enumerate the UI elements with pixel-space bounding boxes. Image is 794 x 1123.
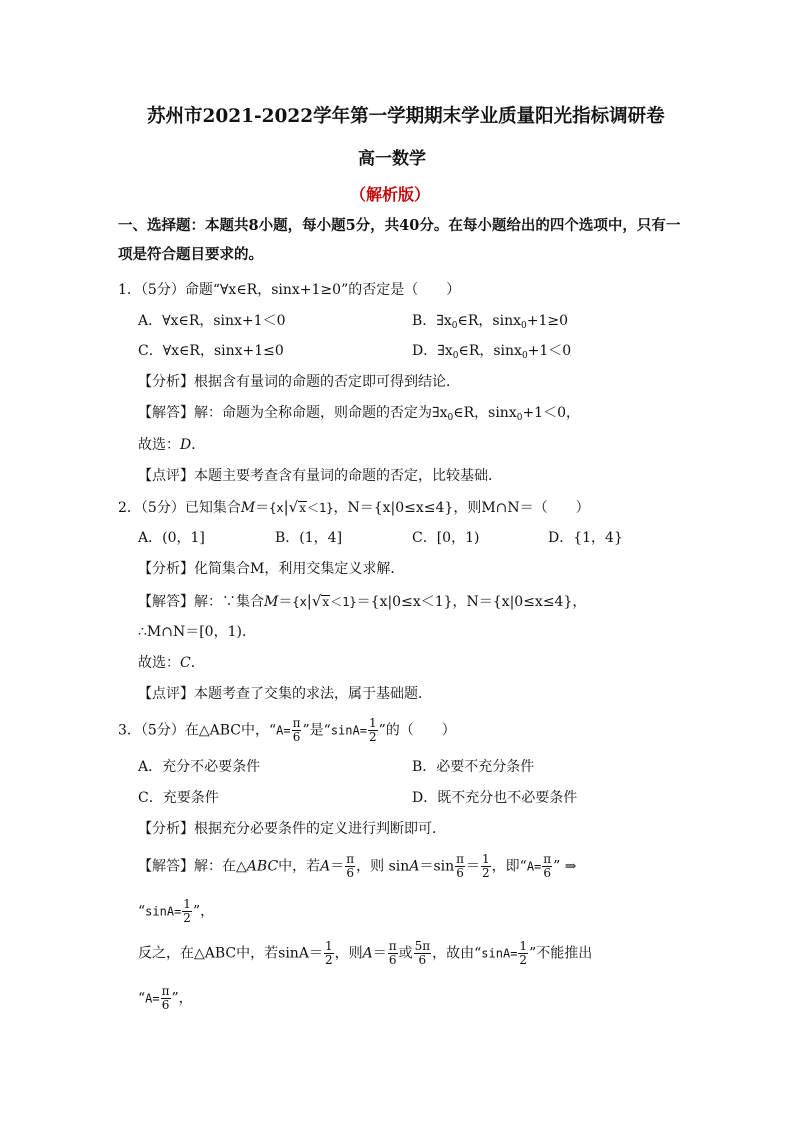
q3-solution-line3: 反之，在△ABC中，若sinA＝ $\frac{1}{2}$ ，则A＝ $\frac{\pi}{6}$ 或 $\frac{5\pi}{6}$ ，故由“sinA= $\frac{1}{2}$ ”不能推出 — [138, 939, 593, 967]
q2-analysis: 【分析】化简集合M，利用交集定义求解． — [138, 561, 405, 577]
q2-solution: 【解答】解：∵集合M＝{x|√x＜1}＝{x|0≤x＜1}，N＝{x|0≤x≤4}， — [138, 592, 587, 610]
page-subtitle: 高一数学 — [358, 149, 426, 169]
q1-solution: 【解答】解：命题为全称命题，则命题的否定为$\exists x_0\in R$，sinx$_0$+1＜0， — [138, 405, 580, 423]
q1-option-b: B．$\exists x_0\in R$，sinx$_0$+1≥0 — [412, 313, 569, 331]
q2-solution-line2: ∴M∩N＝[0，1)． — [138, 624, 256, 640]
q1-analysis: 【分析】根据含有量词的命题的否定即可得到结论． — [138, 374, 460, 390]
q3-option-d: D．既不充分也不必要条件 — [412, 790, 578, 806]
q3-analysis: 【分析】根据充分必要条件的定义进行判断即可． — [138, 821, 446, 837]
section-heading-line2: 项是符合题目要求的。 — [118, 246, 263, 263]
q3-option-c: C．充要条件 — [138, 790, 219, 806]
q2-option-a: A．(0，1] — [138, 530, 205, 546]
q1-stem: 1．（5分）命题“∀x∈R，sinx+1≥0”的否定是（ ） — [118, 282, 461, 298]
section-heading-line1: 一、选择题：本题共8小题，每小题5分，共40分。在每小题给出的四个选项中，只有一 — [118, 217, 681, 234]
q2-option-d: D．{1，4} — [548, 530, 623, 546]
q3-option-b: B．必要不充分条件 — [412, 759, 535, 775]
q1-option-a: A．∀x∈R，sinx+1＜0 — [138, 313, 286, 329]
page-title: 苏州市2021-2022学年第一学期期末学业质量阳光指标调研卷 — [147, 106, 665, 127]
q2-stem: 2．（5分）已知集合M＝{x|√x＜1}，N＝{x|0≤x≤4}，则M∩N＝（ ） — [118, 498, 590, 516]
q1-comment: 【点评】本题主要考查含有量词的命题的否定，比较基础． — [138, 468, 502, 484]
q2-option-b: B．(1，4] — [275, 530, 343, 546]
q1-choice: 故选：D． — [138, 437, 206, 453]
q2-choice: 故选：C． — [138, 655, 205, 671]
q2-comment: 【点评】本题考查了交集的求法，属于基础题． — [138, 686, 432, 702]
q3-stem: 3．（5分）在△ABC中，“A= $\frac{\pi}{6}$ ”是“sinA= $\frac{1}{2}$ ”的（ ） — [118, 716, 456, 744]
q1-option-c: C．∀x∈R，sinx+1≤0 — [138, 343, 284, 359]
q3-solution-line4: “A= $\frac{\pi}{6}$ ”， — [138, 984, 193, 1012]
q3-solution-line2: “sinA= $\frac{1}{2}$ ”， — [138, 897, 215, 925]
q3-solution: 【解答】解：在△ABC中，若A＝ $\frac{\pi}{6}$ ，则 sinA＝sin $\frac{\pi}{6}$ ＝ $\frac{1}{2}$ ，即“A= $\frac{\pi}{6}$ ” ⇒ — [138, 852, 577, 880]
q2-option-c: C．[0，1) — [412, 530, 480, 546]
q1-option-d: D．$\exists x_0\in R$，sinx$_0$+1＜0 — [412, 343, 572, 361]
analysis-version-tag: （解析版） — [350, 185, 431, 204]
q3-option-a: A．充分不必要条件 — [138, 759, 261, 775]
